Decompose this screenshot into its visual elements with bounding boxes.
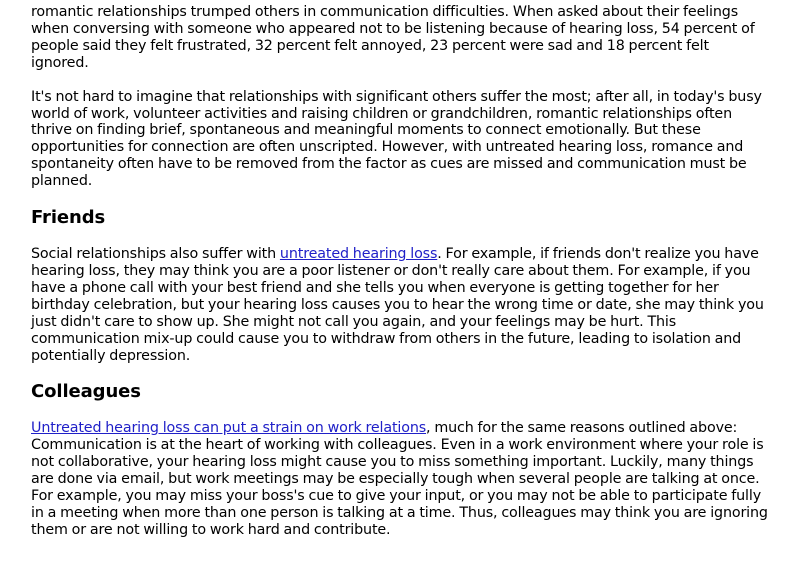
paragraph-friends (31, 246, 768, 364)
colleagues-text-rest: , much for the same reasons outlined above: Communication is at the heart of working with colleagues. Even in a work environment where your role is not collaborative, your hearing loss might cause you to miss something important. Luckily, many things are done via email, but work meetings may be especially tough when several people are talking at once. For example, you may miss your boss's cue to give your input, or you may not be able to participate fully in a meeting when more than one person is talking at a time. Thus, colleagues may think you are ignoring them or are not willing to work hard and contribute. (31, 420, 768, 538)
heading-friends: Friends (31, 207, 106, 229)
work-relations-link[interactable]: Untreated hearing loss can put a strain on work relations (31, 420, 427, 437)
paragraph-colleagues (31, 420, 768, 538)
paragraph-significant-others: It's not hard to imagine that relationships with significant others suffer the most; after all, in today's busy world of work, volunteer activities and raising children or grandchildren, romantic relationships often thrive on finding brief, spontaneous and meaningful moments to connect emotionally. But these opportunities for connection are often unscripted. However, with untreated hearing loss, romance and spontaneity often have to be removed from the factor as cues are missed and communication must be planned. (31, 88, 762, 190)
friends-text-start: Social relationships also suffer with (31, 246, 280, 263)
article-content (31, 4, 768, 539)
paragraph-romantic-feelings: romantic relationships trumped others in communication difficulties. When asked about their feelings when conversing with someone who appeared not to be listening because of hearing loss, 54 percent of people said they felt frustrated, 32 percent felt annoyed, 23 percent were sad and 18 percent felt ignored. (31, 4, 755, 71)
heading-colleagues: Colleagues (31, 381, 141, 403)
friends-text-rest: . For example, if friends don't realize you have hearing loss, they may think you are a poor listener or don't really care about them. For example, if you have a phone call with your best friend and she tells you when everyone is getting together for her birthday celebration, but your hearing loss causes you to hear the wrong time or date, she may think you just didn't care to show up. She might not call you again, and your feelings may be hurt. This communication mix-up could cause you to withdraw from others in the future, leading to isolation and potentially depression. (31, 246, 764, 364)
untreated-hearing-loss-link[interactable]: untreated hearing loss (279, 246, 438, 263)
